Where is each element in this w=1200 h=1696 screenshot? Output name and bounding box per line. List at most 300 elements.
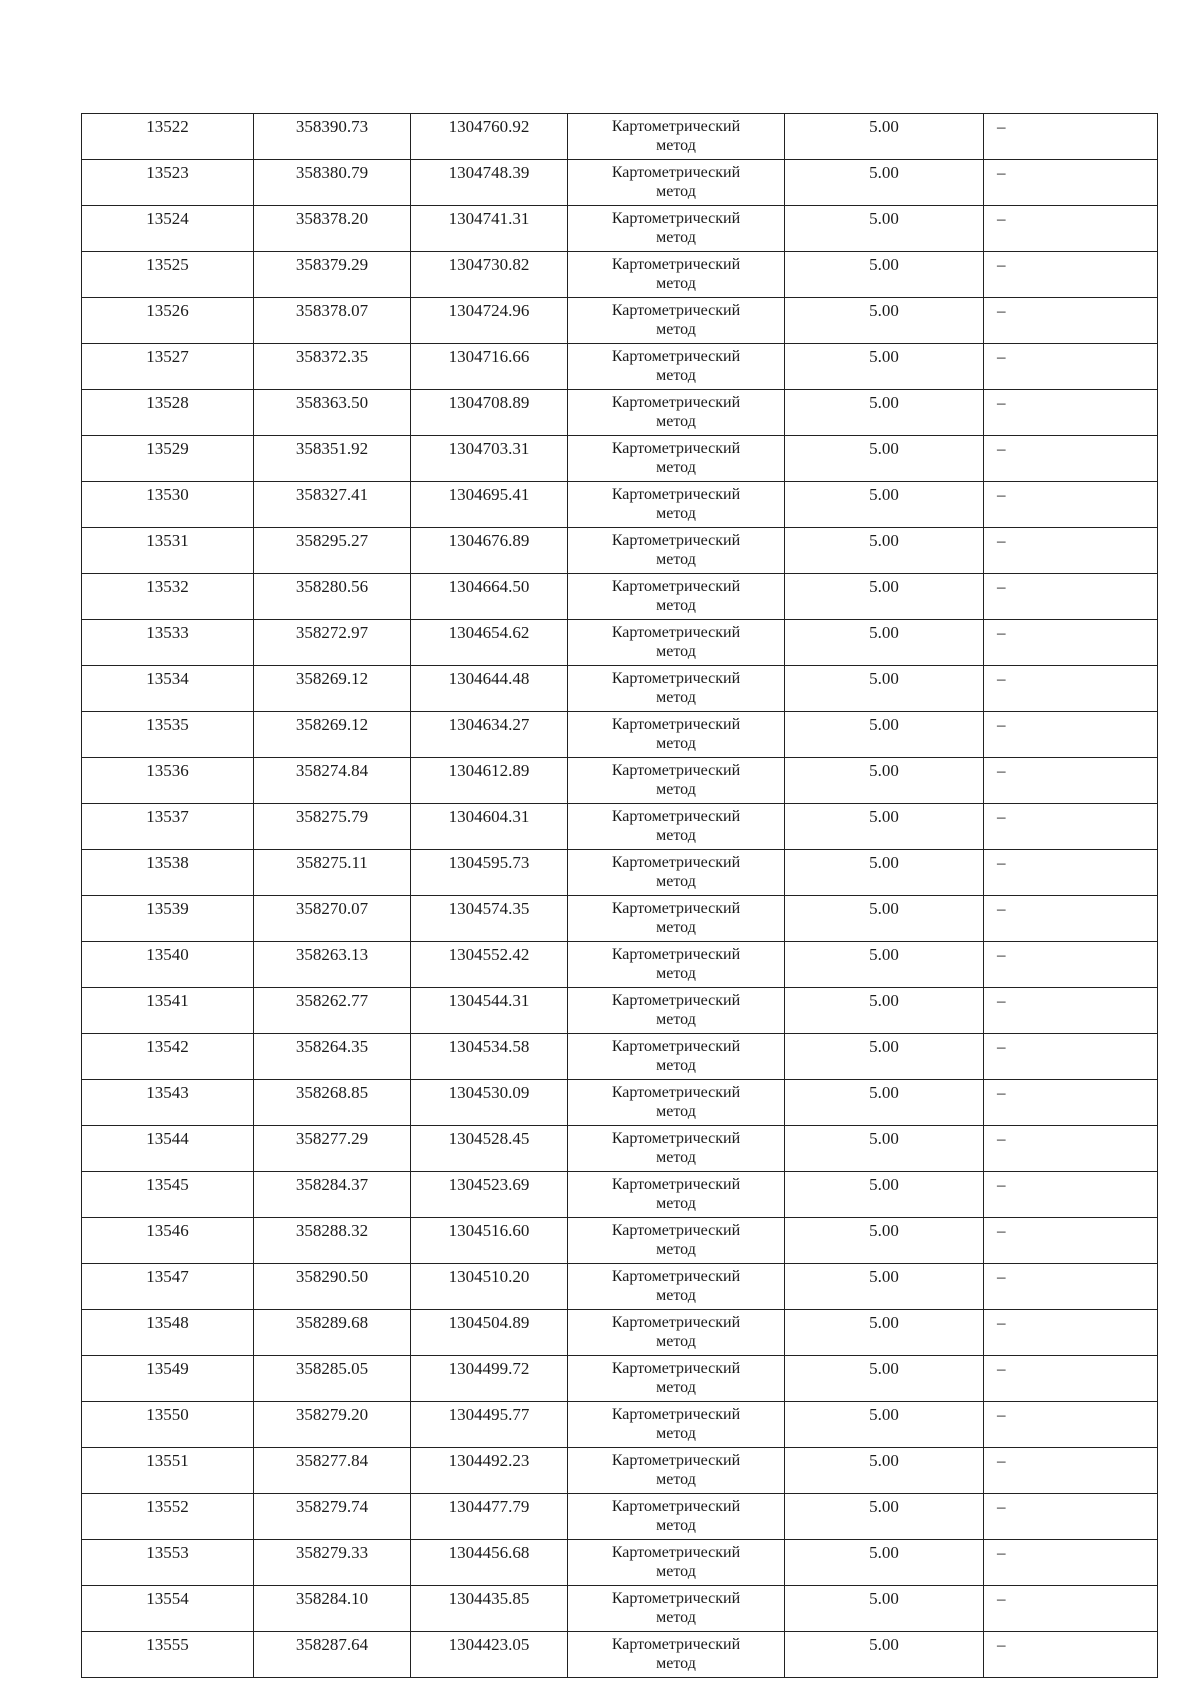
method-line-1: Картометрический <box>611 808 741 825</box>
accuracy-cell: 5.00 <box>785 252 984 298</box>
method-cell <box>568 1310 785 1356</box>
point-number-cell: 13530 <box>82 482 254 528</box>
method-line-2: метод <box>656 781 696 798</box>
y-coordinate-cell: 1304544.31 <box>411 988 568 1034</box>
method-line-2: метод <box>656 1655 696 1672</box>
method-line-2: метод <box>656 735 696 752</box>
method-cell <box>568 436 785 482</box>
description-cell: – <box>984 1632 1158 1678</box>
method-line-1: Картометрический <box>611 1222 741 1239</box>
accuracy-cell: 5.00 <box>785 712 984 758</box>
method-cell <box>568 114 785 160</box>
point-number-cell: 13552 <box>82 1494 254 1540</box>
accuracy-cell: 5.00 <box>785 160 984 206</box>
point-number-cell: 13549 <box>82 1356 254 1402</box>
y-coordinate-cell: 1304516.60 <box>411 1218 568 1264</box>
coordinates-table <box>81 113 1158 1678</box>
x-coordinate-cell: 358279.20 <box>254 1402 411 1448</box>
accuracy-cell: 5.00 <box>785 942 984 988</box>
point-number-cell: 13536 <box>82 758 254 804</box>
table-row <box>82 850 1158 896</box>
y-coordinate-cell: 1304523.69 <box>411 1172 568 1218</box>
method-cell <box>568 1264 785 1310</box>
method-cell <box>568 1034 785 1080</box>
method-line-1: Картометрический <box>611 1498 741 1515</box>
description-cell: – <box>984 344 1158 390</box>
description-cell: – <box>984 988 1158 1034</box>
x-coordinate-cell: 358390.73 <box>254 114 411 160</box>
point-number-cell: 13546 <box>82 1218 254 1264</box>
method-line-2: метод <box>656 1333 696 1350</box>
y-coordinate-cell: 1304760.92 <box>411 114 568 160</box>
y-coordinate-cell: 1304676.89 <box>411 528 568 574</box>
method-line-2: метод <box>656 183 696 200</box>
method-line-2: метод <box>656 229 696 246</box>
y-coordinate-cell: 1304477.79 <box>411 1494 568 1540</box>
accuracy-cell: 5.00 <box>785 1172 984 1218</box>
method-line-1: Картометрический <box>611 1590 741 1607</box>
method-line-2: метод <box>656 965 696 982</box>
x-coordinate-cell: 358327.41 <box>254 482 411 528</box>
table-row <box>82 1402 1158 1448</box>
table-row <box>82 1494 1158 1540</box>
accuracy-cell: 5.00 <box>785 206 984 252</box>
method-cell <box>568 666 785 712</box>
method-cell <box>568 896 785 942</box>
table-row <box>82 1448 1158 1494</box>
method-line-2: метод <box>656 459 696 476</box>
description-cell: – <box>984 850 1158 896</box>
method-cell <box>568 1126 785 1172</box>
table-row <box>82 528 1158 574</box>
table-row <box>82 298 1158 344</box>
accuracy-cell: 5.00 <box>785 1540 984 1586</box>
accuracy-cell: 5.00 <box>785 114 984 160</box>
method-line-2: метод <box>656 1241 696 1258</box>
table-row <box>82 896 1158 942</box>
x-coordinate-cell: 358380.79 <box>254 160 411 206</box>
accuracy-cell: 5.00 <box>785 1310 984 1356</box>
y-coordinate-cell: 1304604.31 <box>411 804 568 850</box>
x-coordinate-cell: 358268.85 <box>254 1080 411 1126</box>
accuracy-cell: 5.00 <box>785 574 984 620</box>
accuracy-cell: 5.00 <box>785 666 984 712</box>
x-coordinate-cell: 358262.77 <box>254 988 411 1034</box>
x-coordinate-cell: 358275.79 <box>254 804 411 850</box>
method-cell <box>568 1632 785 1678</box>
accuracy-cell: 5.00 <box>785 1448 984 1494</box>
method-line-1: Картометрический <box>611 854 741 871</box>
method-line-1: Картометрический <box>611 1636 741 1653</box>
point-number-cell: 13548 <box>82 1310 254 1356</box>
x-coordinate-cell: 358279.33 <box>254 1540 411 1586</box>
point-number-cell: 13544 <box>82 1126 254 1172</box>
x-coordinate-cell: 358274.84 <box>254 758 411 804</box>
y-coordinate-cell: 1304708.89 <box>411 390 568 436</box>
x-coordinate-cell: 358269.12 <box>254 712 411 758</box>
accuracy-cell: 5.00 <box>785 1494 984 1540</box>
description-cell: – <box>984 1402 1158 1448</box>
x-coordinate-cell: 358288.32 <box>254 1218 411 1264</box>
point-number-cell: 13524 <box>82 206 254 252</box>
description-cell: – <box>984 758 1158 804</box>
accuracy-cell: 5.00 <box>785 758 984 804</box>
method-cell <box>568 1218 785 1264</box>
accuracy-cell: 5.00 <box>785 804 984 850</box>
table-row <box>82 1540 1158 1586</box>
y-coordinate-cell: 1304574.35 <box>411 896 568 942</box>
method-line-1: Картометрический <box>611 624 741 641</box>
x-coordinate-cell: 358277.29 <box>254 1126 411 1172</box>
method-line-1: Картометрический <box>611 1544 741 1561</box>
point-number-cell: 13535 <box>82 712 254 758</box>
method-line-1: Картометрический <box>611 716 741 733</box>
method-line-1: Картометрический <box>611 578 741 595</box>
x-coordinate-cell: 358270.07 <box>254 896 411 942</box>
method-line-1: Картометрический <box>611 900 741 917</box>
method-cell <box>568 758 785 804</box>
table-row <box>82 712 1158 758</box>
y-coordinate-cell: 1304534.58 <box>411 1034 568 1080</box>
method-line-2: метод <box>656 1287 696 1304</box>
description-cell: – <box>984 1586 1158 1632</box>
method-line-2: метод <box>656 1149 696 1166</box>
description-cell: – <box>984 252 1158 298</box>
table-row <box>82 114 1158 160</box>
table-row <box>82 804 1158 850</box>
point-number-cell: 13550 <box>82 1402 254 1448</box>
description-cell: – <box>984 390 1158 436</box>
method-line-2: метод <box>656 367 696 384</box>
description-cell: – <box>984 804 1158 850</box>
point-number-cell: 13533 <box>82 620 254 666</box>
method-line-2: метод <box>656 689 696 706</box>
method-cell <box>568 1402 785 1448</box>
description-cell: – <box>984 436 1158 482</box>
y-coordinate-cell: 1304456.68 <box>411 1540 568 1586</box>
accuracy-cell: 5.00 <box>785 344 984 390</box>
method-line-2: метод <box>656 137 696 154</box>
description-cell: – <box>984 896 1158 942</box>
y-coordinate-cell: 1304748.39 <box>411 160 568 206</box>
y-coordinate-cell: 1304634.27 <box>411 712 568 758</box>
x-coordinate-cell: 358280.56 <box>254 574 411 620</box>
method-line-1: Картометрический <box>611 118 741 135</box>
description-cell: – <box>984 1356 1158 1402</box>
point-number-cell: 13538 <box>82 850 254 896</box>
point-number-cell: 13527 <box>82 344 254 390</box>
point-number-cell: 13531 <box>82 528 254 574</box>
description-cell: – <box>984 114 1158 160</box>
y-coordinate-cell: 1304510.20 <box>411 1264 568 1310</box>
x-coordinate-cell: 358263.13 <box>254 942 411 988</box>
description-cell: – <box>984 620 1158 666</box>
method-line-1: Картометрический <box>611 992 741 1009</box>
description-cell: – <box>984 712 1158 758</box>
method-line-2: метод <box>656 827 696 844</box>
accuracy-cell: 5.00 <box>785 390 984 436</box>
x-coordinate-cell: 358284.37 <box>254 1172 411 1218</box>
description-cell: – <box>984 1034 1158 1080</box>
method-cell <box>568 1356 785 1402</box>
accuracy-cell: 5.00 <box>785 896 984 942</box>
method-line-2: метод <box>656 1195 696 1212</box>
table-row <box>82 206 1158 252</box>
accuracy-cell: 5.00 <box>785 528 984 574</box>
method-line-2: метод <box>656 1057 696 1074</box>
method-line-1: Картометрический <box>611 1130 741 1147</box>
method-line-2: метод <box>656 643 696 660</box>
table-row <box>82 666 1158 712</box>
x-coordinate-cell: 358289.68 <box>254 1310 411 1356</box>
method-line-2: метод <box>656 551 696 568</box>
accuracy-cell: 5.00 <box>785 620 984 666</box>
method-line-1: Картометрический <box>611 210 741 227</box>
point-number-cell: 13542 <box>82 1034 254 1080</box>
method-line-2: метод <box>656 1563 696 1580</box>
point-number-cell: 13526 <box>82 298 254 344</box>
y-coordinate-cell: 1304644.48 <box>411 666 568 712</box>
method-line-2: метод <box>656 505 696 522</box>
method-line-2: метод <box>656 1425 696 1442</box>
y-coordinate-cell: 1304654.62 <box>411 620 568 666</box>
x-coordinate-cell: 358378.20 <box>254 206 411 252</box>
point-number-cell: 13554 <box>82 1586 254 1632</box>
point-number-cell: 13528 <box>82 390 254 436</box>
method-line-1: Картометрический <box>611 302 741 319</box>
table-row <box>82 436 1158 482</box>
method-cell <box>568 850 785 896</box>
accuracy-cell: 5.00 <box>785 482 984 528</box>
method-line-2: метод <box>656 321 696 338</box>
method-line-1: Картометрический <box>611 440 741 457</box>
description-cell: – <box>984 1448 1158 1494</box>
y-coordinate-cell: 1304695.41 <box>411 482 568 528</box>
table-row <box>82 1218 1158 1264</box>
method-line-1: Картометрический <box>611 762 741 779</box>
accuracy-cell: 5.00 <box>785 298 984 344</box>
description-cell: – <box>984 1126 1158 1172</box>
method-line-1: Картометрический <box>611 1406 741 1423</box>
table-row <box>82 620 1158 666</box>
description-cell: – <box>984 206 1158 252</box>
x-coordinate-cell: 358285.05 <box>254 1356 411 1402</box>
method-line-1: Картометрический <box>611 670 741 687</box>
method-line-1: Картометрический <box>611 1452 741 1469</box>
description-cell: – <box>984 1172 1158 1218</box>
point-number-cell: 13555 <box>82 1632 254 1678</box>
x-coordinate-cell: 358272.97 <box>254 620 411 666</box>
description-cell: – <box>984 574 1158 620</box>
description-cell: – <box>984 160 1158 206</box>
y-coordinate-cell: 1304716.66 <box>411 344 568 390</box>
x-coordinate-cell: 358378.07 <box>254 298 411 344</box>
x-coordinate-cell: 358275.11 <box>254 850 411 896</box>
y-coordinate-cell: 1304435.85 <box>411 1586 568 1632</box>
method-cell <box>568 252 785 298</box>
table-row <box>82 160 1158 206</box>
method-cell <box>568 206 785 252</box>
method-line-1: Картометрический <box>611 1268 741 1285</box>
point-number-cell: 13522 <box>82 114 254 160</box>
y-coordinate-cell: 1304703.31 <box>411 436 568 482</box>
method-line-2: метод <box>656 1517 696 1534</box>
method-cell <box>568 1172 785 1218</box>
x-coordinate-cell: 358290.50 <box>254 1264 411 1310</box>
x-coordinate-cell: 358372.35 <box>254 344 411 390</box>
y-coordinate-cell: 1304495.77 <box>411 1402 568 1448</box>
y-coordinate-cell: 1304612.89 <box>411 758 568 804</box>
point-number-cell: 13539 <box>82 896 254 942</box>
table-row <box>82 482 1158 528</box>
table-row <box>82 1172 1158 1218</box>
table-row <box>82 988 1158 1034</box>
accuracy-cell: 5.00 <box>785 1126 984 1172</box>
method-line-2: метод <box>656 919 696 936</box>
method-line-1: Картометрический <box>611 1314 741 1331</box>
method-cell <box>568 942 785 988</box>
method-line-1: Картометрический <box>611 164 741 181</box>
point-number-cell: 13551 <box>82 1448 254 1494</box>
point-number-cell: 13541 <box>82 988 254 1034</box>
y-coordinate-cell: 1304499.72 <box>411 1356 568 1402</box>
description-cell: – <box>984 1310 1158 1356</box>
accuracy-cell: 5.00 <box>785 1402 984 1448</box>
x-coordinate-cell: 358351.92 <box>254 436 411 482</box>
point-number-cell: 13540 <box>82 942 254 988</box>
point-number-cell: 13543 <box>82 1080 254 1126</box>
method-cell <box>568 160 785 206</box>
method-line-1: Картометрический <box>611 486 741 503</box>
method-cell <box>568 712 785 758</box>
y-coordinate-cell: 1304552.42 <box>411 942 568 988</box>
point-number-cell: 13537 <box>82 804 254 850</box>
x-coordinate-cell: 358284.10 <box>254 1586 411 1632</box>
description-cell: – <box>984 528 1158 574</box>
method-cell <box>568 1080 785 1126</box>
method-cell <box>568 1494 785 1540</box>
accuracy-cell: 5.00 <box>785 436 984 482</box>
table-row <box>82 390 1158 436</box>
point-number-cell: 13532 <box>82 574 254 620</box>
method-cell <box>568 574 785 620</box>
x-coordinate-cell: 358363.50 <box>254 390 411 436</box>
x-coordinate-cell: 358264.35 <box>254 1034 411 1080</box>
accuracy-cell: 5.00 <box>785 850 984 896</box>
accuracy-cell: 5.00 <box>785 1356 984 1402</box>
method-line-2: метод <box>656 1609 696 1626</box>
method-line-2: метод <box>656 413 696 430</box>
method-cell <box>568 620 785 666</box>
y-coordinate-cell: 1304530.09 <box>411 1080 568 1126</box>
method-line-2: метод <box>656 1379 696 1396</box>
method-cell <box>568 988 785 1034</box>
y-coordinate-cell: 1304528.45 <box>411 1126 568 1172</box>
y-coordinate-cell: 1304730.82 <box>411 252 568 298</box>
description-cell: – <box>984 1264 1158 1310</box>
method-line-1: Картометрический <box>611 256 741 273</box>
point-number-cell: 13545 <box>82 1172 254 1218</box>
accuracy-cell: 5.00 <box>785 1080 984 1126</box>
y-coordinate-cell: 1304595.73 <box>411 850 568 896</box>
method-line-1: Картометрический <box>611 394 741 411</box>
point-number-cell: 13534 <box>82 666 254 712</box>
method-line-1: Картометрический <box>611 1084 741 1101</box>
method-line-2: метод <box>656 873 696 890</box>
x-coordinate-cell: 358379.29 <box>254 252 411 298</box>
description-cell: – <box>984 298 1158 344</box>
y-coordinate-cell: 1304664.50 <box>411 574 568 620</box>
table-row <box>82 942 1158 988</box>
y-coordinate-cell: 1304492.23 <box>411 1448 568 1494</box>
x-coordinate-cell: 358277.84 <box>254 1448 411 1494</box>
table-row <box>82 574 1158 620</box>
description-cell: – <box>984 1080 1158 1126</box>
method-line-2: метод <box>656 597 696 614</box>
coordinates-table-body <box>82 114 1158 1678</box>
description-cell: – <box>984 1218 1158 1264</box>
method-cell <box>568 344 785 390</box>
y-coordinate-cell: 1304741.31 <box>411 206 568 252</box>
table-row <box>82 1080 1158 1126</box>
method-cell <box>568 1448 785 1494</box>
table-row <box>82 758 1158 804</box>
y-coordinate-cell: 1304423.05 <box>411 1632 568 1678</box>
x-coordinate-cell: 358269.12 <box>254 666 411 712</box>
method-line-1: Картометрический <box>611 1360 741 1377</box>
point-number-cell: 13523 <box>82 160 254 206</box>
accuracy-cell: 5.00 <box>785 988 984 1034</box>
accuracy-cell: 5.00 <box>785 1632 984 1678</box>
method-cell <box>568 1586 785 1632</box>
method-line-2: метод <box>656 275 696 292</box>
method-line-2: метод <box>656 1103 696 1120</box>
method-cell <box>568 528 785 574</box>
method-cell <box>568 390 785 436</box>
table-row <box>82 1126 1158 1172</box>
description-cell: – <box>984 1494 1158 1540</box>
y-coordinate-cell: 1304504.89 <box>411 1310 568 1356</box>
accuracy-cell: 5.00 <box>785 1264 984 1310</box>
point-number-cell: 13529 <box>82 436 254 482</box>
method-line-1: Картометрический <box>611 532 741 549</box>
table-row <box>82 1632 1158 1678</box>
method-cell <box>568 804 785 850</box>
accuracy-cell: 5.00 <box>785 1586 984 1632</box>
description-cell: – <box>984 942 1158 988</box>
accuracy-cell: 5.00 <box>785 1034 984 1080</box>
method-line-1: Картометрический <box>611 946 741 963</box>
description-cell: – <box>984 1540 1158 1586</box>
method-line-1: Картометрический <box>611 1038 741 1055</box>
point-number-cell: 13553 <box>82 1540 254 1586</box>
table-row <box>82 344 1158 390</box>
method-line-2: метод <box>656 1011 696 1028</box>
y-coordinate-cell: 1304724.96 <box>411 298 568 344</box>
x-coordinate-cell: 358295.27 <box>254 528 411 574</box>
method-cell <box>568 298 785 344</box>
accuracy-cell: 5.00 <box>785 1218 984 1264</box>
x-coordinate-cell: 358279.74 <box>254 1494 411 1540</box>
x-coordinate-cell: 358287.64 <box>254 1632 411 1678</box>
point-number-cell: 13525 <box>82 252 254 298</box>
method-cell <box>568 1540 785 1586</box>
table-row <box>82 1310 1158 1356</box>
table-row <box>82 252 1158 298</box>
table-row <box>82 1586 1158 1632</box>
table-row <box>82 1264 1158 1310</box>
description-cell: – <box>984 482 1158 528</box>
